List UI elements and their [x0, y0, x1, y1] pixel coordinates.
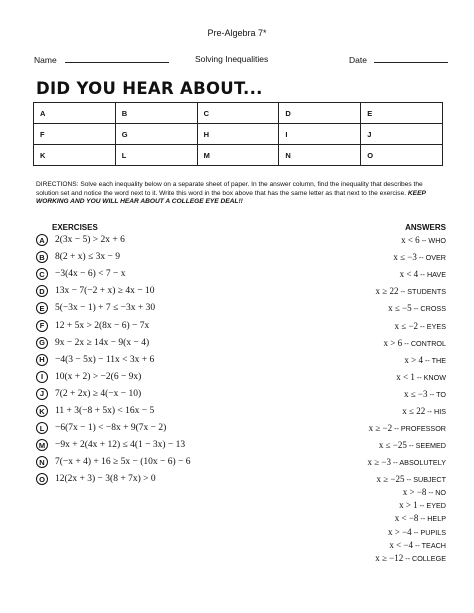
- answer-word: -- PUPILS: [411, 527, 446, 537]
- exercise-item: [36, 301, 155, 315]
- answer-inequality: x ≤ 22: [402, 406, 426, 416]
- exercise-item: [36, 233, 125, 247]
- exercise-letter: O: [36, 473, 48, 485]
- exercise-letter: A: [36, 234, 48, 246]
- exercise-inequality: −4(3 − 5x) − 11x < 3x + 6: [55, 354, 155, 365]
- exercise-inequality: 10(x + 2) > −2(6 − 9x): [55, 371, 142, 382]
- exercise-inequality: 12 + 5x > 2(8x − 6) − 7x: [55, 320, 150, 331]
- answer-box-i[interactable]: I: [279, 124, 361, 145]
- exercise-item: [36, 421, 166, 435]
- answer-item: [402, 406, 446, 416]
- date-blank[interactable]: [374, 54, 448, 63]
- answer-box-l[interactable]: L: [115, 145, 197, 166]
- exercise-letter: D: [36, 285, 48, 297]
- exercise-item: [36, 455, 191, 469]
- answer-box-f[interactable]: F: [34, 124, 116, 145]
- answer-word: -- TEACH: [412, 540, 446, 550]
- answer-word: -- STUDENTS: [398, 287, 446, 297]
- answer-box-c[interactable]: C: [197, 103, 279, 124]
- exercise-inequality: 9x − 2x ≥ 14x − 9(x − 4): [55, 337, 150, 348]
- directions: [36, 181, 446, 207]
- answer-item: [404, 389, 446, 399]
- answer-box-h[interactable]: H: [197, 124, 279, 145]
- answer-item: [388, 303, 446, 313]
- answer-inequality: x ≥ 22: [375, 286, 399, 297]
- answer-item: [399, 500, 446, 510]
- answer-item: [404, 355, 446, 365]
- answer-inequality: x ≤ −3: [403, 388, 428, 399]
- answer-inequality: x ≤ −2: [394, 320, 419, 331]
- exercise-letter: K: [36, 405, 48, 417]
- exercise-inequality: 7(2 + 2x) ≥ 4(−x − 10): [55, 388, 142, 399]
- answer-box-b[interactable]: B: [115, 103, 197, 124]
- directions-text: DIRECTIONS: Solve each inequality below on a separate sheet of paper. In the answer column, find the inequality that describes the solution set and notice the word next to it. Write this word in the box above that has the same letter as that next to the exercise.: [36, 181, 423, 197]
- answer-item: [403, 487, 446, 497]
- answers-heading: ANSWERS: [405, 223, 446, 232]
- name-label: Name: [34, 55, 57, 65]
- answer-word: -- CROSS: [411, 304, 446, 314]
- answer-box-j[interactable]: J: [361, 124, 443, 145]
- exercise-item: [36, 353, 154, 367]
- answer-inequality: x > 4: [404, 354, 423, 365]
- answer-word: -- ABSOLUTELY: [391, 458, 446, 468]
- answer-word: -- CONTROL: [402, 338, 446, 348]
- answer-item: [395, 513, 446, 523]
- exercise-inequality: −6(7x − 1) < −8x + 9(7x − 2): [55, 423, 167, 434]
- answer-word: -- HAVE: [418, 270, 446, 280]
- answer-word: -- HIS: [425, 407, 446, 416]
- answer-grid-row: [34, 103, 443, 124]
- name-field[interactable]: [34, 54, 169, 65]
- answer-item: [375, 553, 446, 563]
- answer-word: -- HELP: [418, 514, 446, 524]
- exercise-letter: L: [36, 422, 48, 434]
- answer-inequality: x ≥ −3: [367, 457, 391, 468]
- exercise-inequality: 7(−x + 4) + 16 ≥ 5x − (10x − 6) − 6: [55, 457, 191, 468]
- exercise-item: [36, 284, 154, 298]
- exercise-letter: M: [36, 439, 48, 451]
- exercise-item: [36, 404, 154, 418]
- exercise-inequality: −3(4x − 6) < 7 − x: [55, 269, 126, 280]
- directions-emphasis: KEEP WORKING AND YOU WILL HEAR ABOUT A COLLEGE EYE DEAL!!: [36, 189, 426, 206]
- answer-inequality: x > −4: [387, 526, 412, 537]
- answer-item: [367, 457, 446, 467]
- answer-word: -- THE: [422, 355, 446, 365]
- answer-item: [388, 527, 446, 537]
- answer-box-g[interactable]: G: [115, 124, 197, 145]
- exercise-item: [36, 319, 149, 333]
- answer-word: -- TO: [427, 389, 446, 399]
- answer-item: [400, 269, 446, 279]
- answer-item: [395, 321, 446, 331]
- answer-word: -- WHO: [419, 236, 446, 245]
- answer-word: -- KNOW: [414, 372, 446, 382]
- date-field[interactable]: [349, 54, 448, 65]
- answer-grid-row: [34, 145, 443, 166]
- answer-inequality: x > 1: [399, 500, 418, 511]
- answer-inequality: x < 6: [401, 235, 420, 245]
- exercise-item: [36, 250, 120, 264]
- exercise-item: [36, 267, 126, 281]
- answer-word: -- COLLEGE: [403, 554, 446, 563]
- answer-inequality: x < −4: [389, 539, 413, 550]
- exercise-letter: I: [36, 371, 48, 383]
- exercise-item: [36, 438, 185, 452]
- exercise-inequality: 12(2x + 3) − 3(8 + 7x) > 0: [55, 474, 156, 485]
- answer-inequality: x < 4: [399, 269, 419, 280]
- exercise-letter: B: [36, 251, 48, 263]
- answer-inequality: x < 1: [396, 371, 415, 382]
- riddle-title: DID YOU HEAR ABOUT...: [36, 79, 263, 98]
- answer-box-d[interactable]: D: [279, 103, 361, 124]
- answer-box-m[interactable]: M: [197, 145, 279, 166]
- answer-word: -- SUBJECT: [404, 475, 446, 485]
- answer-item: [369, 423, 446, 433]
- answer-item: [396, 372, 446, 382]
- answer-item: [393, 252, 446, 262]
- date-label: Date: [349, 55, 367, 65]
- exercise-inequality: 2(3x − 5) > 2x + 6: [55, 235, 125, 245]
- answer-grid-row: [34, 124, 443, 145]
- exercise-item: [36, 370, 141, 384]
- exercise-letter: H: [36, 354, 48, 366]
- answer-item: [389, 540, 446, 550]
- answer-inequality: x > −8: [402, 487, 427, 497]
- exercise-inequality: −9x + 2(4x + 12) ≤ 4(1 − 3x) − 13: [55, 440, 186, 451]
- course-title: Pre-Algebra 7*: [207, 28, 267, 38]
- answer-item: [384, 338, 447, 348]
- answer-word: -- OVER: [416, 253, 446, 263]
- answer-inequality: x < −8: [394, 513, 419, 524]
- exercise-letter: E: [36, 302, 48, 314]
- answer-inequality: x ≥ −2: [368, 423, 393, 434]
- exercises-heading: EXERCISES: [52, 223, 98, 232]
- answer-box-o[interactable]: O: [361, 145, 443, 166]
- answer-inequality: x ≤ −5: [388, 303, 412, 314]
- exercise-inequality: 8(2 + x) ≤ 3x − 9: [55, 252, 121, 263]
- answer-word: -- EYED: [417, 501, 446, 511]
- exercise-letter: C: [36, 268, 48, 280]
- answer-box-a[interactable]: A: [34, 103, 116, 124]
- name-blank[interactable]: [65, 54, 169, 63]
- exercise-inequality: 11 + 3(−8 + 5x) < 16x − 5: [55, 406, 155, 416]
- exercise-item: [36, 387, 141, 401]
- answer-item: [379, 440, 446, 450]
- answer-box-k[interactable]: K: [34, 145, 116, 166]
- answer-item: [401, 235, 446, 245]
- answer-inequality: x > 6: [383, 337, 403, 348]
- exercise-inequality: 13x − 7(−2 + x) ≥ 4x − 10: [55, 286, 155, 297]
- exercise-item: [36, 472, 156, 486]
- exercise-letter: F: [36, 320, 48, 332]
- exercise-item: [36, 336, 149, 350]
- exercise-letter: J: [36, 388, 48, 400]
- answer-item: [376, 286, 446, 296]
- answer-box-n[interactable]: N: [279, 145, 361, 166]
- answer-inequality: x ≥ −12: [375, 553, 404, 563]
- answer-box-e[interactable]: E: [361, 103, 443, 124]
- answer-item: [376, 474, 446, 484]
- answer-inequality: x ≤ −3: [393, 252, 417, 263]
- answer-inequality: x ≥ −25: [376, 474, 405, 485]
- exercise-inequality: 5(−3x − 1) + 7 ≤ −3x + 30: [55, 303, 156, 314]
- answer-word: -- NO: [426, 488, 446, 497]
- worksheet-topic: Solving Inequalities: [195, 54, 269, 64]
- answer-word: -- PROFESSOR: [392, 424, 446, 434]
- answer-word: -- EYES: [418, 321, 446, 331]
- exercise-letter: N: [36, 456, 48, 468]
- answer-inequality: x ≤ −25: [378, 440, 407, 451]
- exercise-letter: G: [36, 337, 48, 349]
- answer-grid: [33, 102, 443, 166]
- answer-word: -- SEEMED: [406, 441, 446, 451]
